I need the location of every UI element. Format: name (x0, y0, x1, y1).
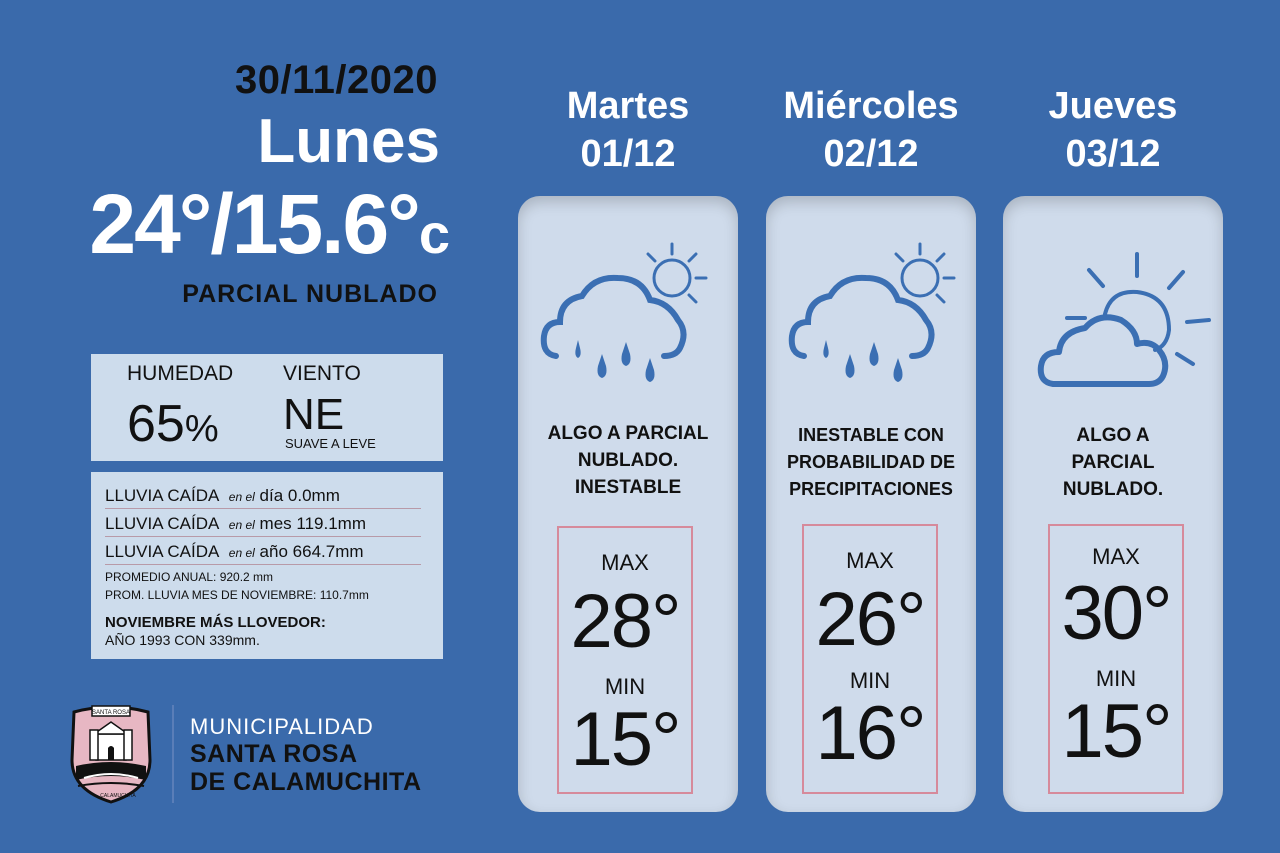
temp-box-2: MAX 26° MIN 16° (802, 524, 938, 794)
municipality-crest-icon (66, 700, 156, 804)
temp-unit: c (418, 202, 450, 265)
forecast-day-2: Miércoles 02/12 (783, 85, 959, 175)
annual-average: PROMEDIO ANUAL: 920.2 mm (105, 570, 274, 584)
temp-box-3: MAX 30° MIN 15° (1048, 524, 1184, 794)
min-temp-2: 16° (815, 691, 925, 776)
rainfall-panel (91, 472, 443, 659)
rain-sun-icon (538, 236, 718, 386)
svg-text:CALAMUCHITA: CALAMUCHITA (100, 793, 136, 799)
logo-divider (172, 705, 174, 803)
rain-year-row: LLUVIA CAÍDA en el año 664.7mm (105, 542, 421, 565)
record-value: AÑO 1993 CON 339mm. (105, 632, 260, 648)
humidity-wind-panel (91, 354, 443, 461)
wind-value: NE (283, 390, 345, 439)
current-date: 30/11/2020 (235, 58, 438, 102)
rain-month-row: LLUVIA CAÍDA en el mes 119.1mm (105, 514, 421, 537)
temp-box-1: MAX 28° MIN 15° (557, 526, 693, 794)
partly-cloudy-icon (1033, 246, 1213, 396)
municipality-line3: DE CALAMUCHITA (190, 768, 422, 796)
municipality-line1: MUNICIPALIDAD (190, 714, 374, 739)
rain-sun-icon (786, 236, 966, 386)
current-condition: PARCIAL NUBLADO (182, 280, 438, 308)
forecast-card-3 (1003, 196, 1223, 812)
rain-day-row: LLUVIA CAÍDA en el día 0.0mm (105, 486, 421, 509)
max-temp-1: 28° (570, 579, 680, 664)
municipality-line2: SANTA ROSA (190, 740, 358, 768)
forecast-day-1: Martes 01/12 (566, 85, 690, 175)
min-temp-1: 15° (570, 697, 680, 782)
current-temperature: 24°/15.6°c (89, 177, 450, 271)
temp-max: 24° (89, 177, 211, 271)
humidity-value: 65% (127, 395, 219, 453)
forecast-card-2 (766, 196, 976, 812)
svg-text:SANTA ROSA: SANTA ROSA (92, 710, 130, 716)
forecast-desc-3: ALGO A PARCIAL NUBLADO. (1062, 425, 1164, 500)
forecast-day-3: Jueves 03/12 (1048, 85, 1178, 175)
wind-label: VIENTO (283, 362, 361, 385)
max-temp-2: 26° (815, 577, 925, 662)
min-temp-3: 15° (1061, 689, 1171, 774)
month-average: PROM. LLUVIA MES DE NOVIEMBRE: 110.7mm (105, 588, 369, 602)
current-day: Lunes (257, 107, 440, 176)
forecast-desc-1: ALGO A PARCIAL NUBLADO. INESTABLE (547, 423, 709, 498)
record-title: NOVIEMBRE MÁS LLOVEDOR: (105, 614, 326, 631)
forecast-card-1 (518, 196, 738, 812)
max-temp-3: 30° (1061, 571, 1171, 656)
humidity-label: HUMEDAD (127, 362, 234, 385)
wind-note: SUAVE A LEVE (285, 436, 376, 451)
temp-min: 15.6° (231, 177, 419, 271)
forecast-desc-2: INESTABLE CON PROBABILIDAD DE PRECIPITACIONES (786, 425, 955, 499)
